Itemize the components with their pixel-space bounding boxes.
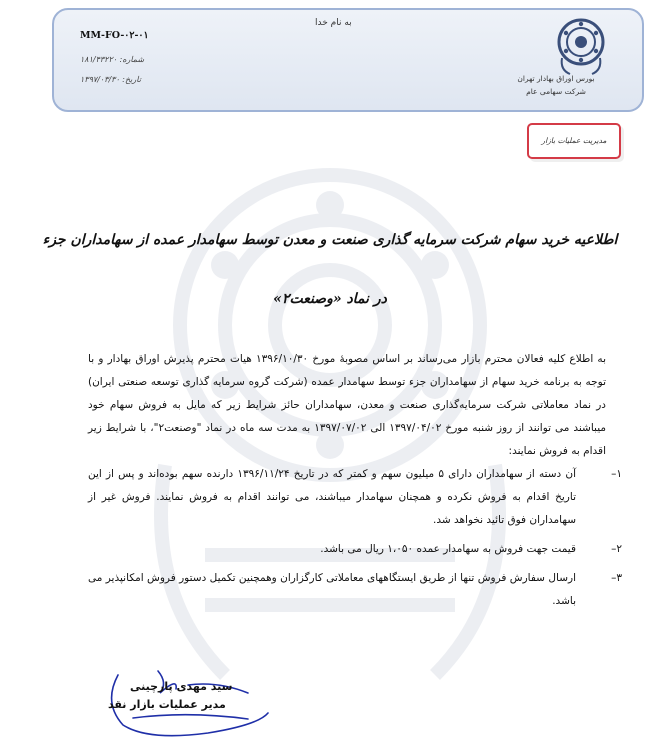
- form-code: MM-FO-۰۲-۰۱: [80, 30, 149, 41]
- letter-date: تاریخ: ۱۳۹۷/۰۳/۳۰: [80, 75, 141, 84]
- list-item-text: ارسال سفارش فروش تنها از طریق ایستگاههای معاملاتی کارگزاران وهمچنین تکمیل دستور فروش امکانپذیر می باشد.: [88, 572, 576, 607]
- signatory-title: مدیر عملیات بازار نقد: [108, 698, 226, 711]
- tehran-stock-exchange-emblem-icon: [550, 14, 612, 76]
- body-paragraph: به اطلاع کلیه فعالان محترم بازار می‌رساند بر اساس مصوبهٔ مورخ ۱۳۹۶/۱۰/۳۰ هیات محترم پذیرش اوراق بهادار و با توجه به برنامه خرید سهام از سهامداران جزء توسط سهامدار عمده (شرکت گروه سرمایه گذاری توسعه صنعتی ایران) در نماد معاملاتی شرکت سرمایه‌گذاری صنعت و معدن، سهامداران حائز شرایط زیر که مایل به فروش سهام خود میباشند می توانند از روز شنبه مورخ ۱۳۹۷/۰۴/۰۲ الی ۱۳۹۷/۰۷/۰۲ به مدت سه ماه در نماد "وصنعت۲"، با شرایط زیر اقدام به فروش نمایند:: [88, 353, 607, 457]
- list-item: [88, 538, 622, 561]
- announcement-subtitle: در نماد «وصنعت۲»: [273, 291, 387, 307]
- list-item-number: ۱–: [611, 468, 622, 480]
- announcement-body: [88, 348, 622, 613]
- list-item-text: آن دسته از سهامداران دارای ۵ میلیون سهم و کمتر که در تاریخ ۱۳۹۶/۱۱/۲۴ دارنده سهم بوده‌اند و پس از این تاریخ اقدام به فروش نکرده و همچنان سهامدار میباشند، می توانند اقدام به فروش نمایند. فروش غیر از سهامداران فوق تائید نخواهد شد.: [88, 468, 576, 526]
- list-item: [88, 567, 622, 613]
- signatory-name: سید مهدی پارچینی: [130, 680, 233, 693]
- list-item-text: قیمت جهت فروش به سهامدار عمده ۱،۰۵۰ ریال می باشد.: [320, 543, 576, 555]
- department-stamp: مدیریت عملیات بازار: [527, 123, 621, 159]
- list-item-number: ۳–: [611, 572, 622, 584]
- organization-type: شرکت سهامی عام: [526, 87, 586, 96]
- list-item: [88, 463, 622, 532]
- organization-name: بورس اوراق بهادار تهران: [517, 74, 595, 83]
- letter-number: شماره: ۱۸۱/۴۳۲۲۰: [80, 55, 145, 64]
- bismillah-text: به نام خدا: [315, 18, 352, 28]
- list-item-number: ۲–: [611, 543, 622, 555]
- announcement-title: اطلاعیه خرید سهام شرکت سرمایه گذاری صنعت و معدن توسط سهامدار عمده از سهامداران جزء: [42, 232, 618, 248]
